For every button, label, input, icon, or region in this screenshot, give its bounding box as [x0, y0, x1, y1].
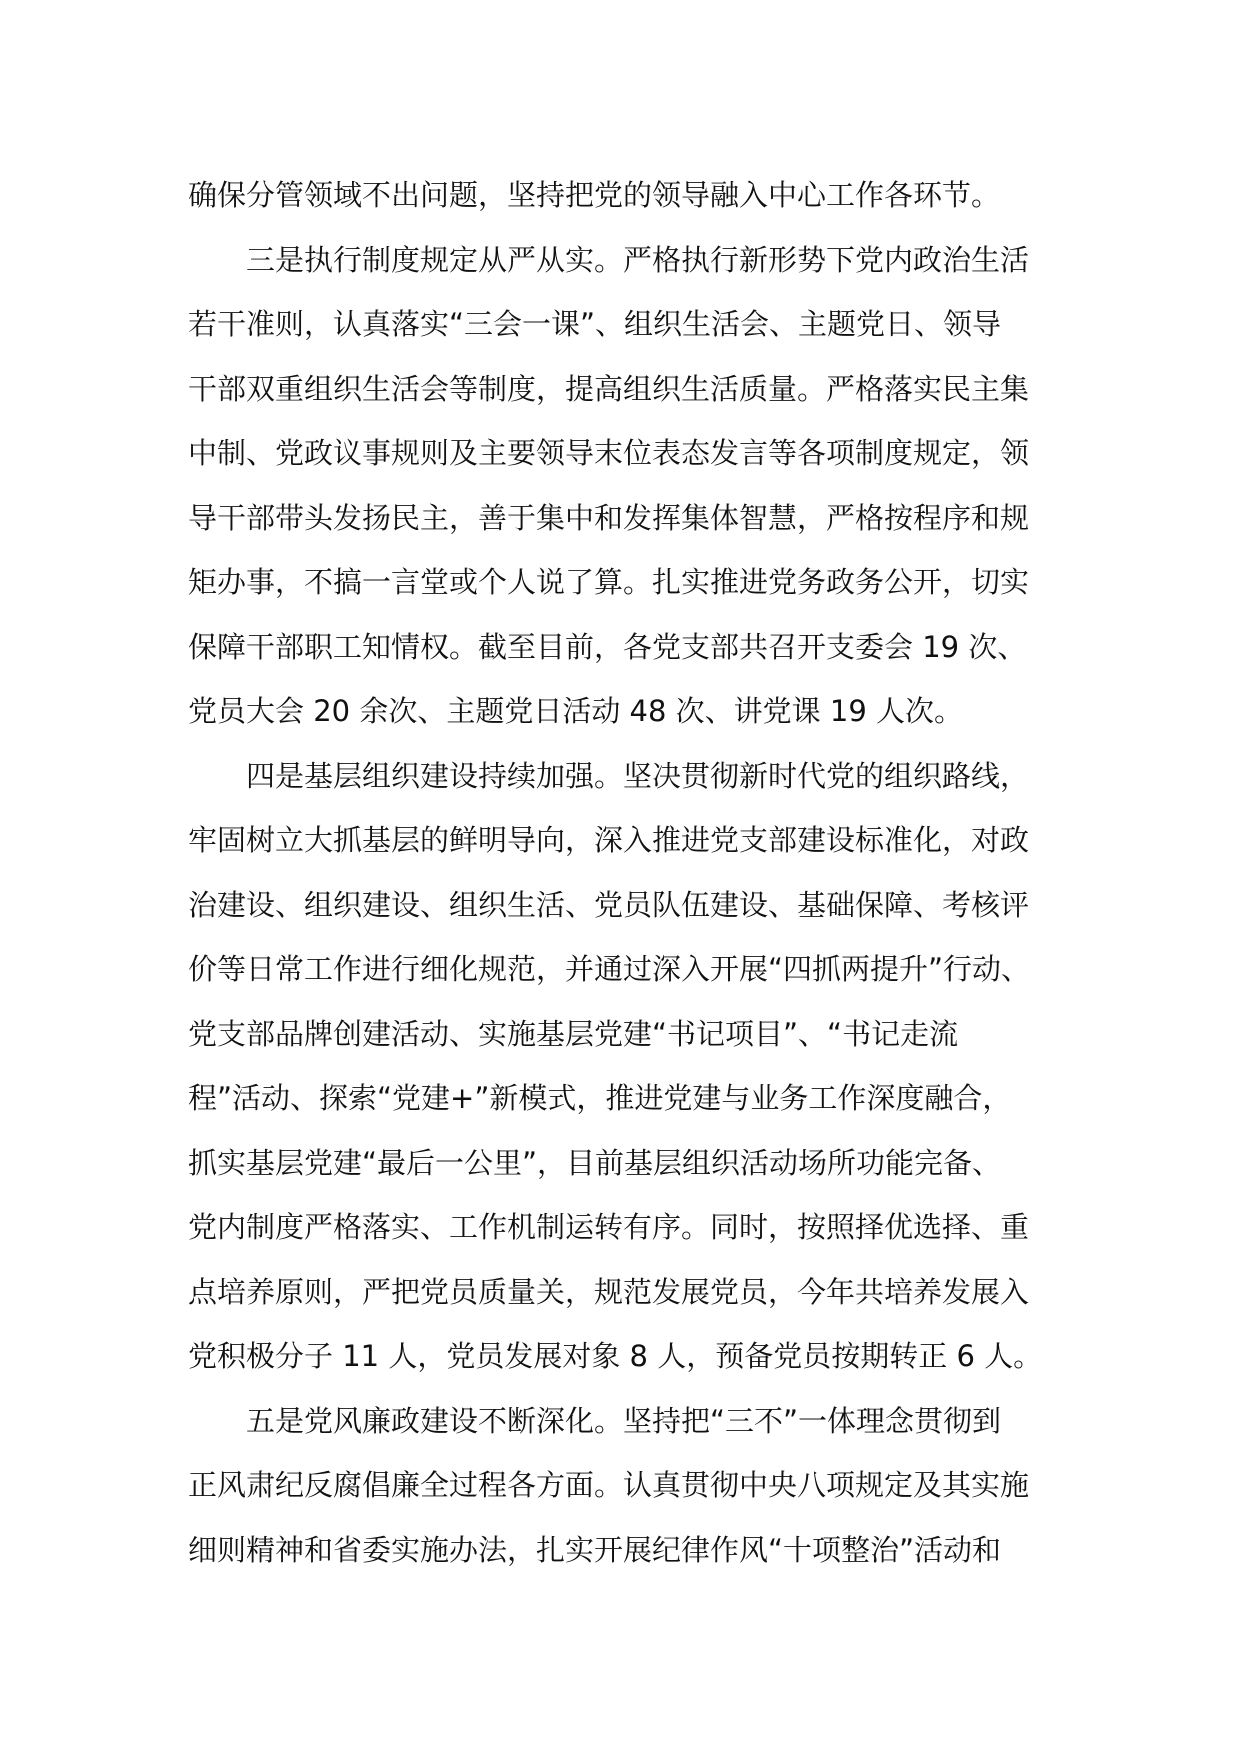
text-line: 矩办事，不搞一言堂或个人说了算。扎实推进党务政务公开，切实 [188, 565, 1030, 599]
text-line: 四是基层组织建设持续加强。坚决贯彻新时代党的组织路线， [246, 758, 1030, 793]
text-line: 保障干部职工知情权。截至目前，各党支部共召开支委会 19 次、 [188, 629, 1027, 664]
document-body [188, 163, 1068, 1582]
text-line: 党员大会 20 余次、主题党日活动 48 次、讲党课 19 人次。 [188, 694, 964, 728]
text-line: 价等日常工作进行细化规范，并通过深入开展“四抓两提升”行动、 [188, 952, 1031, 986]
text-line: 细则精神和省委实施办法，扎实开展纪律作风“十项整治”活动和 [188, 1532, 1002, 1567]
text-line: 点培养原则，严把党员质量关，规范发展党员，今年共培养发展入 [188, 1274, 1030, 1309]
text-line: 若干准则，认真落实“三会一课”、组织生活会、主题党日、领导 [188, 307, 1002, 341]
text-line: 五是党风廉政建设不断深化。坚持把“三不”一体理念贯彻到 [246, 1403, 1002, 1438]
text-line: 确保分管领域不出问题，坚持把党的领导融入中心工作各环节。 [188, 178, 1001, 212]
text-line: 正风肃纪反腐倡廉全过程各方面。认真贯彻中央八项规定及其实施 [188, 1468, 1030, 1502]
text-line: 干部双重组织生活会等制度，提高组织生活质量。严格落实民主集 [188, 371, 1030, 406]
text-line: 党积极分子 11 人，党员发展对象 8 人，预备党员按期转正 6 人。 [188, 1339, 1043, 1373]
text-line: 党内制度严格落实、工作机制运转有序。同时，按照择优选择、重 [188, 1210, 1030, 1244]
text-line: 党支部品牌创建活动、实施基层党建“书记项目”、“书记走流 [188, 1016, 959, 1051]
text-line: 程”活动、探索“党建+”新模式，推进党建与业务工作深度融合， [188, 1081, 1012, 1115]
text-line: 抓实基层党建“最后一公里”，目前基层组织活动场所功能完备、 [188, 1145, 1002, 1180]
text-line: 治建设、组织建设、组织生活、党员队伍建设、基础保障、考核评 [188, 887, 1030, 922]
text-line: 导干部带头发扬民主，善于集中和发挥集体智慧，严格按程序和规 [188, 500, 1030, 535]
text-line: 牢固树立大抓基层的鲜明导向，深入推进党支部建设标准化，对政 [188, 823, 1030, 857]
text-line: 三是执行制度规定从严从实。严格执行新形势下党内政治生活 [246, 242, 1030, 277]
text-line: 中制、党政议事规则及主要领导末位表态发言等各项制度规定，领 [188, 436, 1030, 470]
